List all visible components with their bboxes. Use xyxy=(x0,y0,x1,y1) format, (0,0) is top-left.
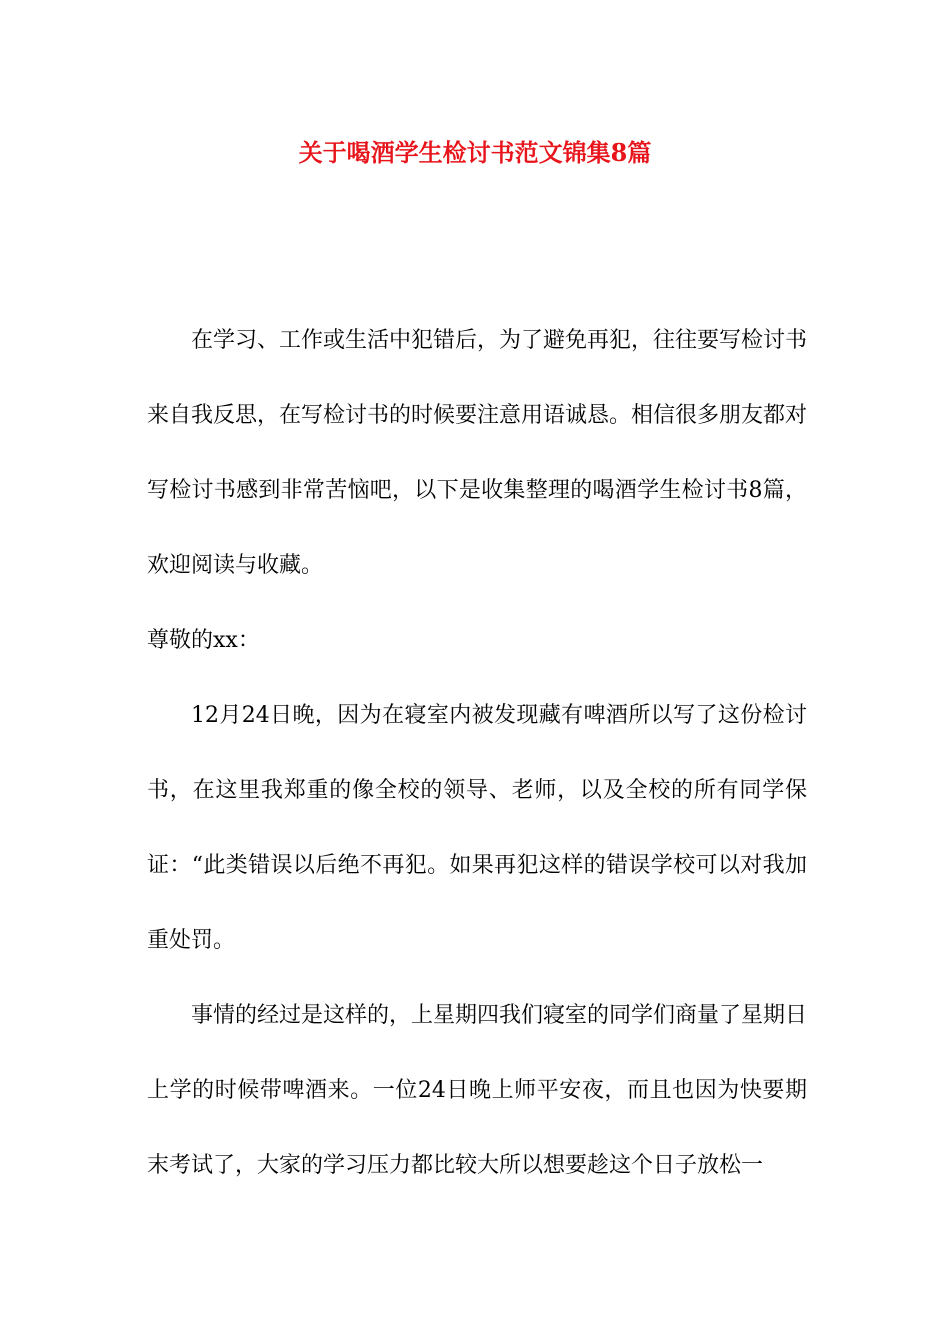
body-paragraph-1: 12月24日晚，因为在寝室内被发现藏有啤酒所以写了这份检讨书，在这里我郑重的像全校的领导、老师，以及全校的所有同学保证：“此类错误以后绝不再犯。如果再犯这样的错误学校可以对我加重处罚。 xyxy=(147,703,807,953)
salutation: 尊敬的xx： xyxy=(147,628,260,653)
document-title: 关于喝酒学生检讨书范文锦集8篇 xyxy=(298,138,652,167)
intro-paragraph: 在学习、工作或生活中犯错后，为了避免再犯，往往要写检讨书来自我反思，在写检讨书的时候要注意用语诚恳。相信很多朋友都对写检讨书感到非常苦恼吧，以下是收集整理的喝酒学生检讨书8篇，欢迎阅读与收藏。 xyxy=(147,328,808,578)
body-paragraph-2: 事情的经过是这样的，上星期四我们寝室的同学们商量了星期日上学的时候带啤酒来。一位24日晚上师平安夜，而且也因为快要期末考试了，大家的学习压力都比较大所以想要趁这个日子放松一 xyxy=(147,1003,808,1178)
